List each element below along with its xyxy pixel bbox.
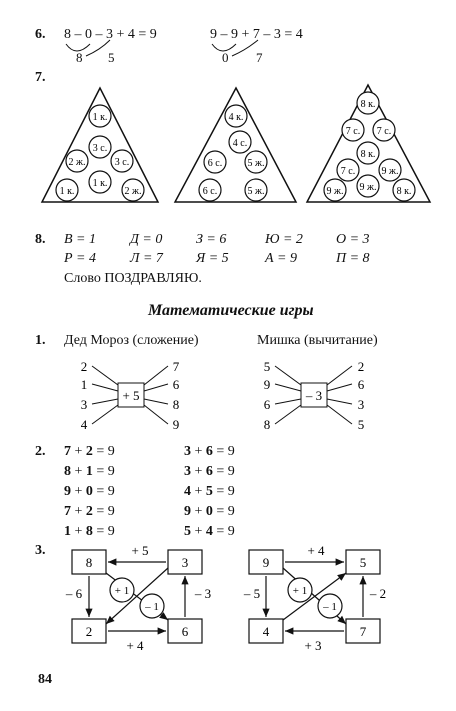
eq-op: +: [71, 504, 86, 519]
eq-result: = 9: [212, 444, 235, 459]
game-3-number: 3.: [35, 543, 46, 558]
game-2-equation: [184, 504, 235, 520]
section-heading: Математические игры: [148, 302, 314, 319]
game-2-number: 2.: [35, 444, 46, 459]
g1l-in-2: 3: [80, 397, 88, 412]
page-number: 84: [38, 672, 52, 687]
g3l-right-op: – 3: [194, 586, 212, 601]
eq-result: = 9: [212, 504, 235, 519]
letter-code-r2c1: Р = 4: [64, 251, 96, 266]
g3r-left-op: – 5: [243, 586, 261, 601]
letter-code-r2c5: П = 8: [336, 251, 370, 266]
g3l-circle-1: + 1: [114, 585, 130, 597]
eq-term-b: 6: [205, 444, 213, 459]
game-1-left-op: + 5: [122, 388, 140, 403]
g3r-tr: 5: [359, 555, 367, 570]
tri2-circle-label: 5 ж.: [247, 186, 265, 197]
eq-op: +: [71, 484, 86, 499]
eq-result: = 9: [212, 484, 235, 499]
game-2-equation: [64, 464, 115, 480]
tri2-circle-label: 6 с.: [202, 186, 218, 197]
g3r-circle-1: + 1: [292, 585, 308, 597]
tri1-circle-label: 1 к.: [92, 112, 108, 123]
g3l-left-op: – 6: [65, 586, 83, 601]
g3r-top-op: + 4: [307, 543, 325, 558]
eq-result: = 9: [92, 464, 115, 479]
eq-op: +: [191, 484, 206, 499]
g3l-tr: 3: [181, 555, 189, 570]
tri1-circle-label: 2 ж.: [124, 186, 142, 197]
game-2-equation: [64, 444, 115, 460]
eq-result: = 9: [92, 524, 115, 539]
g3l-bottom-op: + 4: [126, 638, 144, 653]
task-8-answer: Слово ПОЗДРАВЛЯЮ.: [64, 271, 202, 286]
eq-op: +: [191, 464, 206, 479]
eq-op: +: [71, 464, 86, 479]
g1r-in-0: 5: [263, 359, 271, 374]
tri3-circle-label: 8 к.: [360, 99, 376, 110]
eq-result: = 9: [212, 524, 235, 539]
eq-term-a: 1: [64, 524, 71, 539]
game-2-equation: [64, 504, 115, 520]
g1l-out-2: 8: [172, 397, 180, 412]
eq-term-b: 4: [205, 524, 213, 539]
eq-op: +: [71, 524, 86, 539]
tri3-circle-label: 7 с.: [345, 126, 361, 137]
tri2-circle-label: 4 к.: [228, 112, 244, 123]
eq-result: = 9: [212, 464, 235, 479]
task-6-equation-2: 9 – 9 + 7 – 3 = 4: [210, 27, 303, 42]
tri3-circle-label: 8 к.: [396, 186, 412, 197]
letter-code-r2c2: Л = 7: [130, 251, 163, 266]
task-6-sub-a: 8: [76, 50, 83, 65]
game-1-number: 1.: [35, 333, 46, 348]
task-6-sub-b: 5: [108, 50, 115, 65]
g3l-top-op: + 5: [131, 543, 149, 558]
g1l-in-3: 4: [80, 417, 88, 432]
g3r-tl: 9: [262, 555, 270, 570]
eq-op: +: [191, 444, 206, 459]
eq-term-b: 6: [205, 464, 213, 479]
game-2-equation: [64, 524, 115, 540]
eq-result: = 9: [92, 504, 115, 519]
game-1-diagrams: [0, 352, 456, 434]
tri3-circle-label: 8 к.: [360, 149, 376, 160]
game-2-equation: [184, 484, 235, 500]
eq-op: +: [191, 524, 206, 539]
task-6-sub-d: 7: [256, 50, 263, 65]
eq-op: +: [71, 444, 86, 459]
g3r-bl: 4: [262, 624, 270, 639]
game-2-equation: [184, 464, 235, 480]
eq-result: = 9: [92, 484, 115, 499]
tri3-circle-label: 9 ж.: [359, 182, 377, 193]
g3r-circle-2: – 1: [323, 601, 337, 613]
task-7-triangles: [0, 80, 456, 210]
eq-term-a: 3: [184, 464, 191, 479]
task-6-sub-c: 0: [222, 50, 229, 65]
eq-result: = 9: [92, 444, 115, 459]
game-2-equation: [184, 524, 235, 540]
task-6-number: 6.: [35, 27, 46, 42]
g1l-out-0: 7: [172, 359, 180, 374]
g1r-out-2: 3: [357, 397, 365, 412]
g3r-bottom-op: + 3: [304, 638, 322, 653]
task-7-number: 7.: [35, 70, 46, 85]
g1l-out-1: 6: [172, 377, 180, 392]
eq-term-a: 5: [184, 524, 191, 539]
eq-term-b: 0: [205, 504, 213, 519]
eq-term-a: 9: [184, 504, 191, 519]
letter-code-r2c4: А = 9: [265, 251, 297, 266]
g1l-out-3: 9: [172, 417, 180, 432]
g3l-circle-2: – 1: [145, 601, 159, 613]
g1r-out-0: 2: [357, 359, 365, 374]
tri1-circle-label: 1 к.: [59, 186, 75, 197]
g1r-in-1: 9: [263, 377, 271, 392]
eq-term-a: 7: [64, 444, 71, 459]
task-6-arcs: [0, 0, 456, 80]
task-8-number: 8.: [35, 232, 46, 247]
g3r-br: 7: [359, 624, 367, 639]
tri3-circle-label: 9 ж.: [381, 166, 399, 177]
tri1-circle-label: 3 с.: [114, 157, 130, 168]
game-1-title-left: Дед Мороз (сложение): [64, 333, 199, 348]
g1l-in-0: 2: [80, 359, 88, 374]
eq-term-b: 0: [85, 484, 93, 499]
eq-term-b: 8: [85, 524, 93, 539]
g3l-tl: 8: [85, 555, 93, 570]
eq-term-b: 1: [85, 464, 93, 479]
eq-term-a: 4: [184, 484, 191, 499]
tri1-circle-label: 3 с.: [92, 143, 108, 154]
tri3-circle-label: 7 с.: [340, 166, 356, 177]
game-1-title-right: Мишка (вычитание): [257, 333, 378, 348]
tri3-circle-label: 7 с.: [376, 126, 392, 137]
tri1-circle-label: 1 к.: [92, 178, 108, 189]
tri2-circle-label: 4 с.: [232, 138, 248, 149]
g3l-bl: 2: [85, 624, 93, 639]
game-2-equation: [184, 444, 235, 460]
letter-code-r2c3: Я = 5: [196, 251, 229, 266]
game-2-equation: [64, 484, 115, 500]
letter-code-r1c2: Д = 0: [130, 232, 163, 247]
g1r-in-3: 8: [263, 417, 271, 432]
tri3-circle-label: 9 ж.: [326, 186, 344, 197]
g3r-right-op: – 2: [369, 586, 387, 601]
eq-term-a: 3: [184, 444, 191, 459]
tri2-circle-label: 5 ж.: [247, 158, 265, 169]
task-6-equation-1: 8 – 0 – 3 + 4 = 9: [64, 27, 157, 42]
tri2-circle-label: 6 с.: [207, 158, 223, 169]
letter-code-r1c4: Ю = 2: [265, 232, 303, 247]
g3l-br: 6: [181, 624, 189, 639]
letter-code-r1c3: З = 6: [196, 232, 227, 247]
game-3-diagrams: [0, 540, 456, 660]
eq-term-b: 2: [85, 444, 93, 459]
eq-term-b: 5: [205, 484, 213, 499]
tri1-circle-label: 2 ж.: [68, 157, 86, 168]
eq-term-a: 8: [64, 464, 71, 479]
g1r-out-1: 6: [357, 377, 365, 392]
game-1-right-op: – 3: [305, 388, 323, 403]
letter-code-r1c1: В = 1: [64, 232, 96, 247]
eq-term-a: 9: [64, 484, 71, 499]
g1r-in-2: 6: [263, 397, 271, 412]
eq-term-a: 7: [64, 504, 71, 519]
eq-term-b: 2: [85, 504, 93, 519]
eq-op: +: [191, 504, 206, 519]
letter-code-r1c5: О = 3: [336, 232, 370, 247]
g1r-out-3: 5: [357, 417, 365, 432]
g1l-in-1: 1: [80, 377, 88, 392]
